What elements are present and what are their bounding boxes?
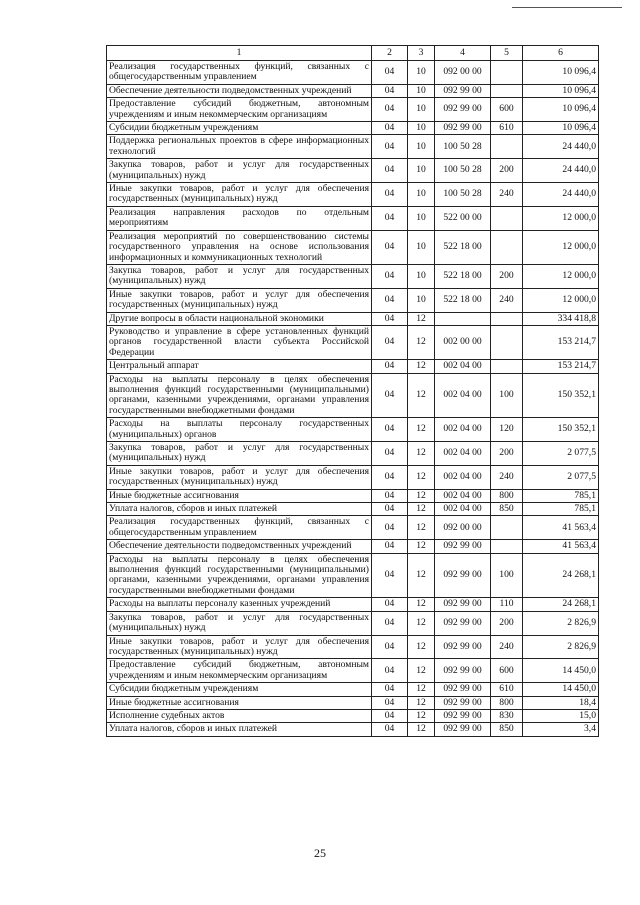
target-article-code-cell: 002 04 00: [435, 489, 491, 502]
subsection-code-cell: 12: [408, 418, 435, 442]
section-code-cell: 04: [372, 442, 408, 466]
amount-cell: 12 000,0: [523, 230, 599, 264]
subsection-code-cell: 12: [408, 373, 435, 418]
section-code-cell: 04: [372, 723, 408, 736]
section-code-cell: 04: [372, 635, 408, 659]
header-col-2: 2: [372, 46, 408, 61]
expense-type-code-cell: 200: [491, 611, 523, 635]
target-article-code-cell: 092 99 00: [435, 98, 491, 122]
amount-cell: 10 096,4: [523, 61, 599, 85]
target-article-code-cell: 092 99 00: [435, 683, 491, 696]
target-article-code-cell: 002 04 00: [435, 418, 491, 442]
section-code-cell: 04: [372, 61, 408, 85]
table-row: [107, 122, 599, 135]
expense-name-cell: Иные бюджетные ассигнования: [107, 696, 372, 709]
expense-type-code-cell: 600: [491, 659, 523, 683]
expense-type-code-cell: 240: [491, 288, 523, 312]
subsection-code-cell: 10: [408, 84, 435, 97]
amount-cell: 334 418,8: [523, 312, 599, 325]
subsection-code-cell: 12: [408, 709, 435, 722]
table-row: [107, 442, 599, 466]
section-code-cell: 04: [372, 553, 408, 598]
table-row: [107, 373, 599, 418]
target-article-code-cell: 092 99 00: [435, 696, 491, 709]
target-article-code-cell: 092 99 00: [435, 635, 491, 659]
table-row: [107, 159, 599, 183]
subsection-code-cell: 10: [408, 122, 435, 135]
subsection-code-cell: 10: [408, 230, 435, 264]
subsection-code-cell: 10: [408, 206, 435, 230]
amount-cell: 10 096,4: [523, 98, 599, 122]
subsection-code-cell: 10: [408, 288, 435, 312]
amount-cell: 41 563,4: [523, 540, 599, 553]
subsection-code-cell: 10: [408, 159, 435, 183]
expense-name-cell: Иные закупки товаров, работ и услуг для обеспечения государственных (муниципальных) нужд: [107, 465, 372, 489]
expense-name-cell: Иные закупки товаров, работ и услуг для обеспечения государственных (муниципальных) нужд: [107, 635, 372, 659]
expense-name-cell: Иные бюджетные ассигнования: [107, 489, 372, 502]
table-row: [107, 696, 599, 709]
table-row: [107, 683, 599, 696]
amount-cell: 14 450,0: [523, 659, 599, 683]
subsection-code-cell: 12: [408, 503, 435, 516]
target-article-code-cell: 522 18 00: [435, 288, 491, 312]
expense-name-cell: Реализация государственных функций, связанных с общегосударственным управлением: [107, 516, 372, 540]
table-row: [107, 61, 599, 85]
target-article-code-cell: 092 99 00: [435, 709, 491, 722]
subsection-code-cell: 12: [408, 598, 435, 611]
target-article-code-cell: [435, 312, 491, 325]
table-row: [107, 516, 599, 540]
subsection-code-cell: 12: [408, 696, 435, 709]
table-row: [107, 553, 599, 598]
amount-cell: 150 352,1: [523, 418, 599, 442]
header-col-5: 5: [491, 46, 523, 61]
target-article-code-cell: 092 99 00: [435, 553, 491, 598]
amount-cell: 24 440,0: [523, 135, 599, 159]
section-code-cell: 04: [372, 264, 408, 288]
table-row: [107, 135, 599, 159]
expense-type-code-cell: [491, 360, 523, 373]
target-article-code-cell: 522 18 00: [435, 264, 491, 288]
table-row: [107, 360, 599, 373]
expense-name-cell: Иные закупки товаров, работ и услуг для обеспечения государственных (муниципальных) нужд: [107, 288, 372, 312]
expense-type-code-cell: [491, 135, 523, 159]
target-article-code-cell: 002 04 00: [435, 373, 491, 418]
section-code-cell: 04: [372, 709, 408, 722]
table-row: [107, 465, 599, 489]
expense-name-cell: Закупка товаров, работ и услуг для государственных (муниципальных) нужд: [107, 442, 372, 466]
section-code-cell: 04: [372, 598, 408, 611]
expense-type-code-cell: 610: [491, 122, 523, 135]
target-article-code-cell: 002 04 00: [435, 503, 491, 516]
expense-name-cell: Реализация направления расходов по отдельным мероприятиям: [107, 206, 372, 230]
table-row: [107, 723, 599, 736]
target-article-code-cell: 002 04 00: [435, 465, 491, 489]
expense-name-cell: Иные закупки товаров, работ и услуг для обеспечения государственных (муниципальных) нужд: [107, 183, 372, 207]
section-code-cell: 04: [372, 659, 408, 683]
expense-type-code-cell: 850: [491, 503, 523, 516]
expense-name-cell: Исполнение судебных актов: [107, 709, 372, 722]
expense-name-cell: Закупка товаров, работ и услуг для государственных (муниципальных) нужд: [107, 159, 372, 183]
expense-name-cell: Субсидии бюджетным учреждениям: [107, 122, 372, 135]
target-article-code-cell: 092 99 00: [435, 659, 491, 683]
subsection-code-cell: 10: [408, 183, 435, 207]
table-row: [107, 230, 599, 264]
amount-cell: 24 440,0: [523, 159, 599, 183]
expense-type-code-cell: 610: [491, 683, 523, 696]
expense-type-code-cell: [491, 84, 523, 97]
expense-name-cell: Уплата налогов, сборов и иных платежей: [107, 503, 372, 516]
expense-type-code-cell: 200: [491, 442, 523, 466]
target-article-code-cell: 100 50 28: [435, 135, 491, 159]
section-code-cell: 04: [372, 98, 408, 122]
expense-name-cell: Центральный аппарат: [107, 360, 372, 373]
subsection-code-cell: 12: [408, 516, 435, 540]
amount-cell: 14 450,0: [523, 683, 599, 696]
section-code-cell: 04: [372, 489, 408, 502]
amount-cell: 150 352,1: [523, 373, 599, 418]
header-col-4: 4: [435, 46, 491, 61]
section-code-cell: 04: [372, 312, 408, 325]
target-article-code-cell: 100 50 28: [435, 159, 491, 183]
expense-type-code-cell: 830: [491, 709, 523, 722]
table-row: [107, 598, 599, 611]
subsection-code-cell: 12: [408, 659, 435, 683]
budget-table: [106, 45, 599, 737]
section-code-cell: 04: [372, 373, 408, 418]
expense-type-code-cell: [491, 206, 523, 230]
amount-cell: 24 268,1: [523, 553, 599, 598]
expense-name-cell: Обеспечение деятельности подведомственных учреждений: [107, 540, 372, 553]
subsection-code-cell: 12: [408, 465, 435, 489]
target-article-code-cell: 092 00 00: [435, 61, 491, 85]
page-number: 25: [314, 846, 326, 860]
expense-name-cell: Расходы на выплаты персоналу государственных (муниципальных) органов: [107, 418, 372, 442]
table-row: [107, 503, 599, 516]
target-article-code-cell: 092 00 00: [435, 516, 491, 540]
expense-type-code-cell: [491, 61, 523, 85]
amount-cell: 24 268,1: [523, 598, 599, 611]
amount-cell: 153 214,7: [523, 360, 599, 373]
table-header-row: [107, 46, 599, 61]
amount-cell: 2 826,9: [523, 635, 599, 659]
section-code-cell: 04: [372, 683, 408, 696]
table-row: [107, 611, 599, 635]
amount-cell: 15,0: [523, 709, 599, 722]
amount-cell: 785,1: [523, 503, 599, 516]
expense-name-cell: Реализация мероприятий по совершенствованию системы государственного управления на основе использования информационных и коммуникационных технологий: [107, 230, 372, 264]
target-article-code-cell: 522 18 00: [435, 230, 491, 264]
expense-name-cell: Расходы на выплаты персоналу в целях обеспечения выполнения функций государственными (муниципальными) органами, казенными учреждениями, органами управления государственными внебюджетными фондами: [107, 373, 372, 418]
expense-type-code-cell: 100: [491, 373, 523, 418]
target-article-code-cell: 002 00 00: [435, 325, 491, 359]
section-code-cell: 04: [372, 183, 408, 207]
expense-name-cell: Закупка товаров, работ и услуг для государственных (муниципальных) нужд: [107, 264, 372, 288]
expense-name-cell: Реализация государственных функций, связанных с общегосударственным управлением: [107, 61, 372, 85]
amount-cell: 12 000,0: [523, 264, 599, 288]
section-code-cell: 04: [372, 325, 408, 359]
subsection-code-cell: 10: [408, 98, 435, 122]
scan-edge-line: [512, 0, 622, 8]
header-col-1: 1: [107, 46, 372, 61]
table-row: [107, 264, 599, 288]
target-article-code-cell: 092 99 00: [435, 723, 491, 736]
table-row: [107, 183, 599, 207]
section-code-cell: 04: [372, 288, 408, 312]
expense-type-code-cell: 240: [491, 183, 523, 207]
target-article-code-cell: 092 99 00: [435, 598, 491, 611]
amount-cell: 2 077,5: [523, 465, 599, 489]
subsection-code-cell: 10: [408, 264, 435, 288]
section-code-cell: 04: [372, 230, 408, 264]
expense-type-code-cell: 240: [491, 465, 523, 489]
expense-name-cell: Расходы на выплаты персоналу в целях обеспечения выполнения функций государственными (муниципальными) органами, казенными учреждениями, органами управления государственными внебюджетными фондами: [107, 553, 372, 598]
table-row: [107, 659, 599, 683]
target-article-code-cell: 100 50 28: [435, 183, 491, 207]
expense-name-cell: Поддержка региональных проектов в сфере информационных технологий: [107, 135, 372, 159]
amount-cell: 2 826,9: [523, 611, 599, 635]
expense-name-cell: Закупка товаров, работ и услуг для государственных (муниципальных) нужд: [107, 611, 372, 635]
section-code-cell: 04: [372, 122, 408, 135]
amount-cell: 153 214,7: [523, 325, 599, 359]
amount-cell: 12 000,0: [523, 206, 599, 230]
table-row: [107, 312, 599, 325]
subsection-code-cell: 12: [408, 489, 435, 502]
header-col-6: 6: [523, 46, 599, 61]
section-code-cell: 04: [372, 503, 408, 516]
subsection-code-cell: 12: [408, 683, 435, 696]
table-row: [107, 635, 599, 659]
subsection-code-cell: 12: [408, 540, 435, 553]
amount-cell: 24 440,0: [523, 183, 599, 207]
expense-type-code-cell: 110: [491, 598, 523, 611]
expense-name-cell: Другие вопросы в области национальной экономики: [107, 312, 372, 325]
table-row: [107, 325, 599, 359]
expense-type-code-cell: 800: [491, 696, 523, 709]
target-article-code-cell: 092 99 00: [435, 540, 491, 553]
expense-type-code-cell: [491, 230, 523, 264]
subsection-code-cell: 12: [408, 611, 435, 635]
section-code-cell: 04: [372, 465, 408, 489]
table-row: [107, 489, 599, 502]
expense-name-cell: Расходы на выплаты персоналу казенных учреждений: [107, 598, 372, 611]
target-article-code-cell: 522 00 00: [435, 206, 491, 230]
expense-type-code-cell: 850: [491, 723, 523, 736]
amount-cell: 18,4: [523, 696, 599, 709]
amount-cell: 12 000,0: [523, 288, 599, 312]
target-article-code-cell: 092 99 00: [435, 611, 491, 635]
table-row: [107, 84, 599, 97]
target-article-code-cell: 092 99 00: [435, 122, 491, 135]
expense-type-code-cell: 200: [491, 159, 523, 183]
subsection-code-cell: 12: [408, 312, 435, 325]
subsection-code-cell: 12: [408, 723, 435, 736]
section-code-cell: 04: [372, 611, 408, 635]
expense-type-code-cell: [491, 516, 523, 540]
amount-cell: 10 096,4: [523, 84, 599, 97]
expense-name-cell: Предоставление субсидий бюджетным, автономным учреждениям и иным некоммерческим организациям: [107, 659, 372, 683]
target-article-code-cell: 002 04 00: [435, 360, 491, 373]
table-row: [107, 288, 599, 312]
expense-type-code-cell: 800: [491, 489, 523, 502]
target-article-code-cell: 092 99 00: [435, 84, 491, 97]
table-row: [107, 206, 599, 230]
header-col-3: 3: [408, 46, 435, 61]
amount-cell: 785,1: [523, 489, 599, 502]
subsection-code-cell: 12: [408, 553, 435, 598]
section-code-cell: 04: [372, 159, 408, 183]
amount-cell: 41 563,4: [523, 516, 599, 540]
table-row: [107, 98, 599, 122]
section-code-cell: 04: [372, 206, 408, 230]
target-article-code-cell: 002 04 00: [435, 442, 491, 466]
section-code-cell: 04: [372, 516, 408, 540]
expense-name-cell: Субсидии бюджетным учреждениям: [107, 683, 372, 696]
amount-cell: 10 096,4: [523, 122, 599, 135]
section-code-cell: 04: [372, 540, 408, 553]
expense-type-code-cell: 100: [491, 553, 523, 598]
table-row: [107, 540, 599, 553]
expense-name-cell: Уплата налогов, сборов и иных платежей: [107, 723, 372, 736]
section-code-cell: 04: [372, 418, 408, 442]
expense-type-code-cell: [491, 540, 523, 553]
table-body: [107, 61, 599, 737]
subsection-code-cell: 12: [408, 360, 435, 373]
expense-name-cell: Обеспечение деятельности подведомственных учреждений: [107, 84, 372, 97]
subsection-code-cell: 12: [408, 442, 435, 466]
section-code-cell: 04: [372, 135, 408, 159]
subsection-code-cell: 10: [408, 135, 435, 159]
expense-type-code-cell: 600: [491, 98, 523, 122]
subsection-code-cell: 12: [408, 325, 435, 359]
section-code-cell: 04: [372, 360, 408, 373]
expense-type-code-cell: [491, 325, 523, 359]
subsection-code-cell: 10: [408, 61, 435, 85]
expense-type-code-cell: 200: [491, 264, 523, 288]
amount-cell: 3,4: [523, 723, 599, 736]
expense-type-code-cell: 240: [491, 635, 523, 659]
expense-name-cell: Руководство и управление в сфере установленных функций органов государственной власти субъекта Российской Федерации: [107, 325, 372, 359]
amount-cell: 2 077,5: [523, 442, 599, 466]
expense-type-code-cell: [491, 312, 523, 325]
expense-type-code-cell: 120: [491, 418, 523, 442]
section-code-cell: 04: [372, 696, 408, 709]
section-code-cell: 04: [372, 84, 408, 97]
subsection-code-cell: 12: [408, 635, 435, 659]
table-row: [107, 418, 599, 442]
expense-name-cell: Предоставление субсидий бюджетным, автономным учреждениям и иным некоммерческим организациям: [107, 98, 372, 122]
table-row: [107, 709, 599, 722]
